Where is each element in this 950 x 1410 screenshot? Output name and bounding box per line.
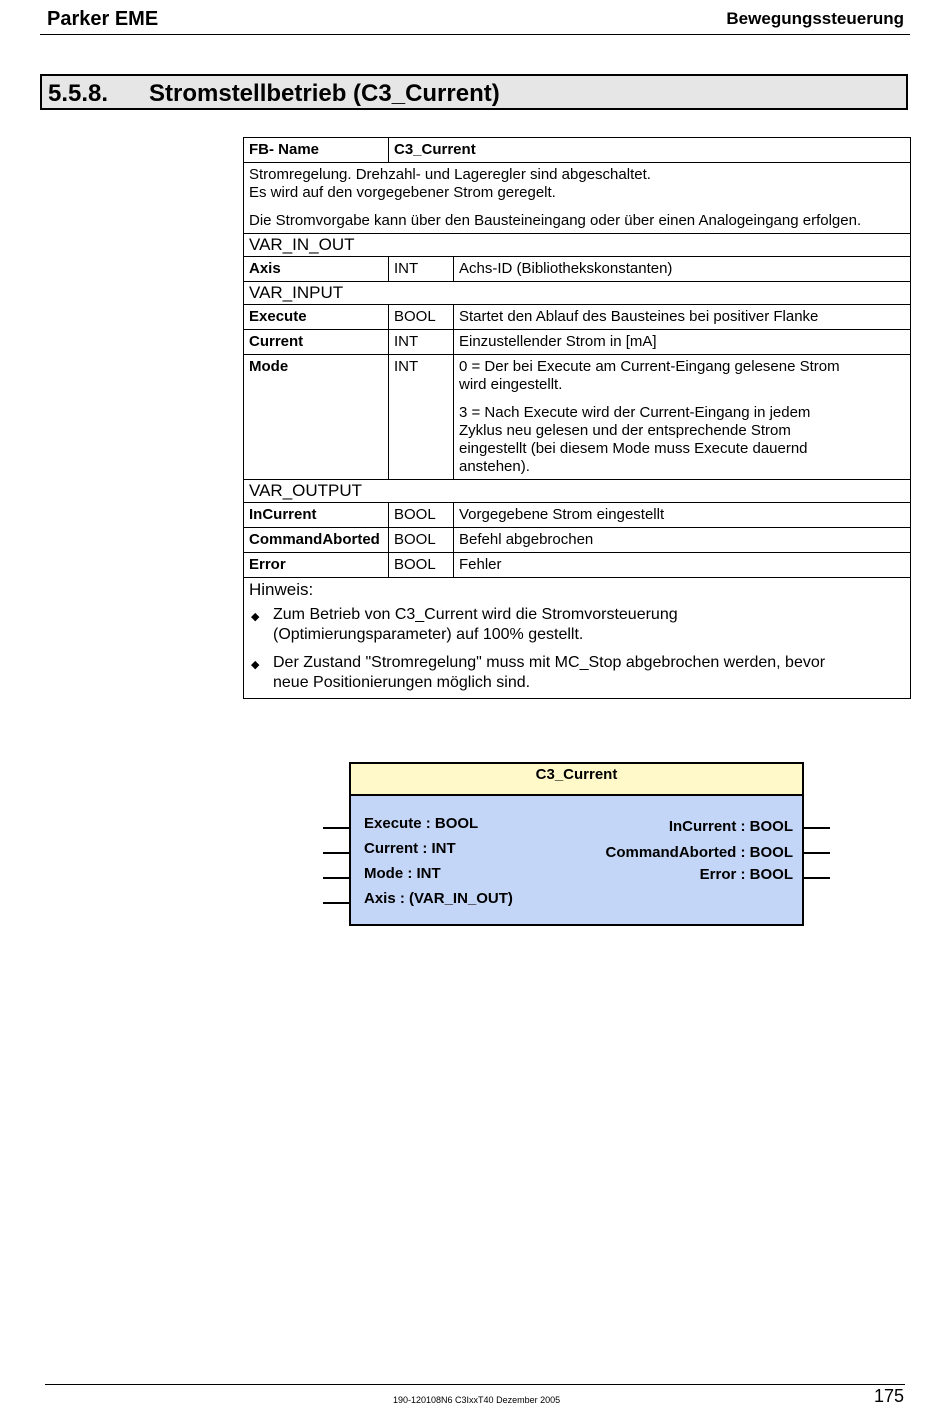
hint-cell bbox=[244, 578, 911, 699]
input-connector-line bbox=[323, 852, 350, 854]
section-heading bbox=[40, 74, 908, 110]
var-type: INT bbox=[389, 257, 454, 282]
var-output-title: VAR_OUTPUT bbox=[244, 480, 911, 503]
input-connector-line bbox=[323, 827, 350, 829]
var-type: BOOL bbox=[389, 553, 454, 578]
description-line: Es wird auf den vorgegebener Strom geregelt. bbox=[249, 184, 556, 201]
var-desc: Startet den Ablauf des Bausteines bei positiver Flanke bbox=[454, 305, 911, 330]
var-input-title: VAR_INPUT bbox=[244, 282, 911, 305]
mode-line: 3 = Nach Execute wird der Current-Eingang in jedem bbox=[459, 404, 811, 421]
fb-name-value: C3_Current bbox=[389, 138, 911, 163]
var-type: INT bbox=[389, 330, 454, 355]
var-name: Error bbox=[244, 553, 389, 578]
output-pin-label: CommandAborted : BOOL bbox=[605, 844, 793, 861]
mode-line: wird eingestellt. bbox=[459, 376, 563, 393]
chapter-title: Bewegungssteuerung bbox=[726, 9, 904, 28]
table-row bbox=[244, 257, 911, 282]
page-number: 175 bbox=[874, 1386, 905, 1406]
table-row bbox=[244, 528, 911, 553]
mode-line: Zyklus neu gelesen und der entsprechende Strom bbox=[459, 422, 791, 439]
input-connector-line bbox=[323, 902, 350, 904]
var-desc: Einzustellender Strom in [mA] bbox=[454, 330, 911, 355]
var-desc: Fehler bbox=[454, 553, 911, 578]
var-type: INT bbox=[389, 355, 454, 480]
block-diagram-body bbox=[349, 794, 804, 926]
mode-line: 0 = Der bei Execute am Current-Eingang gelesene Strom bbox=[459, 358, 840, 375]
description-cell bbox=[244, 163, 911, 234]
var-name: Mode bbox=[244, 355, 389, 480]
output-pin-label: Error : BOOL bbox=[699, 866, 793, 883]
output-connector-line bbox=[803, 877, 830, 879]
hint-line: Der Zustand "Stromregelung" muss mit MC_Stop abgebrochen werden, bevor bbox=[273, 654, 826, 671]
mode-line: eingestellt (bei diesem Mode muss Execute dauernd bbox=[459, 440, 808, 457]
var-desc: Befehl abgebrochen bbox=[454, 528, 911, 553]
var-output-header bbox=[244, 480, 911, 503]
var-in-out-title: VAR_IN_OUT bbox=[244, 234, 911, 257]
hint-title: Hinweis: bbox=[249, 580, 314, 599]
description-paragraph: Die Stromvorgabe kann über den Bausteineingang oder über einen Analogeingang erfolgen. bbox=[249, 212, 862, 229]
mode-option bbox=[459, 358, 905, 394]
var-desc bbox=[454, 355, 911, 480]
input-pin-label: Current : INT bbox=[364, 840, 456, 857]
table-row bbox=[244, 503, 911, 528]
section-title: Stromstellbetrieb (C3_Current) bbox=[149, 80, 500, 107]
hint-item bbox=[249, 653, 905, 693]
var-name: CommandAborted bbox=[244, 528, 389, 553]
var-input-header bbox=[244, 282, 911, 305]
fb-name-label: FB- Name bbox=[244, 138, 389, 163]
var-name: Axis bbox=[244, 257, 389, 282]
hint-list bbox=[249, 605, 905, 693]
var-in-out-header bbox=[244, 234, 911, 257]
document-reference: 190-120108N6 C3IxxT40 Dezember 2005 bbox=[393, 1395, 561, 1405]
var-type: BOOL bbox=[389, 305, 454, 330]
diamond-bullet-icon: ◆ bbox=[251, 611, 260, 623]
mode-line: anstehen). bbox=[459, 458, 530, 475]
company-name: Parker EME bbox=[47, 8, 159, 30]
output-pin-label: InCurrent : BOOL bbox=[668, 818, 793, 835]
fb-name-row bbox=[244, 138, 911, 163]
diamond-bullet-icon: ◆ bbox=[251, 659, 260, 671]
table-row bbox=[244, 553, 911, 578]
table-row bbox=[244, 305, 911, 330]
var-name: InCurrent bbox=[244, 503, 389, 528]
input-pin-label: Execute : BOOL bbox=[364, 815, 479, 832]
description-line: Stromregelung. Drehzahl- und Lageregler sind abgeschaltet. bbox=[249, 166, 651, 183]
var-name: Current bbox=[244, 330, 389, 355]
input-pin-label: Axis : (VAR_IN_OUT) bbox=[364, 890, 513, 907]
mode-option bbox=[459, 404, 905, 476]
var-type: BOOL bbox=[389, 503, 454, 528]
hint-line: (Optimierungsparameter) auf 100% gestellt. bbox=[273, 626, 584, 643]
block-diagram-title: C3_Current bbox=[349, 762, 804, 796]
description-paragraph bbox=[249, 166, 905, 202]
footer-divider bbox=[45, 1384, 905, 1385]
var-desc: Achs-ID (Bibliothekskonstanten) bbox=[454, 257, 911, 282]
input-pin-label: Mode : INT bbox=[364, 865, 441, 882]
section-number: 5.5.8. bbox=[48, 80, 109, 107]
output-connector-line bbox=[803, 852, 830, 854]
header-divider bbox=[40, 34, 910, 35]
description-row bbox=[244, 163, 911, 234]
table-row bbox=[244, 355, 911, 480]
var-desc: Vorgegebene Strom eingestellt bbox=[454, 503, 911, 528]
var-name: Execute bbox=[244, 305, 389, 330]
hint-line: neue Positionierungen möglich sind. bbox=[273, 674, 531, 691]
table-row bbox=[244, 330, 911, 355]
hint-line: Zum Betrieb von C3_Current wird die Stromvorsteuerung bbox=[273, 606, 678, 623]
output-connector-line bbox=[803, 827, 830, 829]
function-block-table bbox=[243, 137, 911, 699]
hint-row bbox=[244, 578, 911, 699]
var-type: BOOL bbox=[389, 528, 454, 553]
input-connector-line bbox=[323, 877, 350, 879]
hint-item bbox=[249, 605, 905, 645]
